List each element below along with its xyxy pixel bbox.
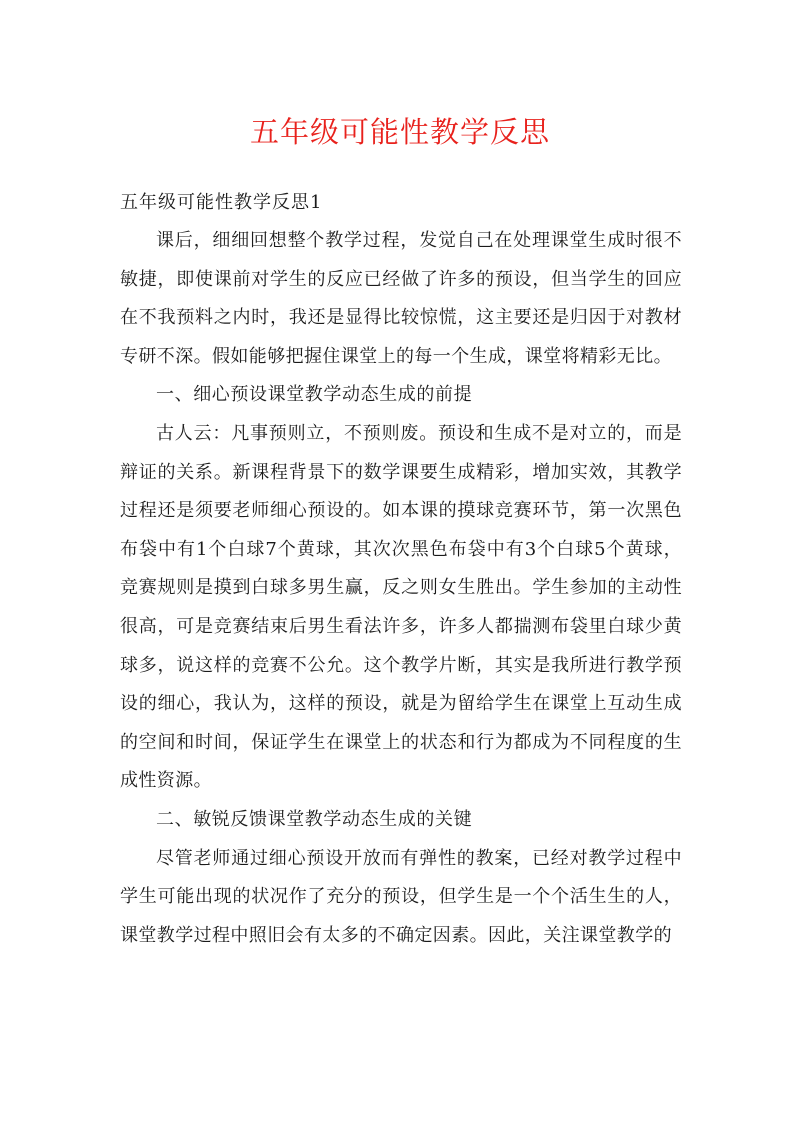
document-title: 五年级可能性教学反思 bbox=[249, 115, 550, 149]
section-heading-2: 二、敏锐反馈课堂教学动态生成的关键 bbox=[156, 808, 473, 830]
paragraph-intro: 课后，细细回想整个教学过程，发觉自己在处理课堂生成时很不敏捷，即使课前对学生的反应已经做了许多的预设，但当学生的回应在不我预料之内时，我还是显得比较惊慌，这主要还是归因于对教材专研不深。假如能够把握住课堂上的每一个生成，课堂将精彩无比。 bbox=[120, 230, 682, 367]
document-body bbox=[120, 222, 682, 955]
paragraph-section-2: 尽管老师通过细心预设开放而有弹性的教案，已经对教学过程中学生可能出现的状况作了充分的预设，但学生是一个个活生生的人，课堂教学过程中照旧会有太多的不确定因素。因此，关注课堂教学的 bbox=[120, 847, 682, 946]
section-heading-1: 一、细心预设课堂教学动态生成的前提 bbox=[156, 384, 473, 406]
paragraph-section-1: 古人云：凡事预则立，不预则废。预设和生成不是对立的，而是辩证的关系。新课程背景下的数学课要生成精彩，增加实效，其教学过程还是须要老师细心预设的。如本课的摸球竞赛环节，第一次黑色布袋中有1个白球7个黄球，其次次黑色布袋中有3个白球5个黄球，竞赛规则是摸到白球多男生赢，反之则女生胜出。学生参加的主动性很高，可是竞赛结束后男生看法许多，许多人都揣测布袋里白球少黄球多，说这样的竞赛不公允。这个教学片断，其实是我所进行教学预设的细心，我认为，这样的预设，就是为留给学生在课堂上互动生成的空间和时间，保证学生在课堂上的状态和行为都成为不同程度的生成性资源。 bbox=[120, 422, 682, 792]
document-subtitle: 五年级可能性教学反思1 bbox=[120, 192, 323, 213]
